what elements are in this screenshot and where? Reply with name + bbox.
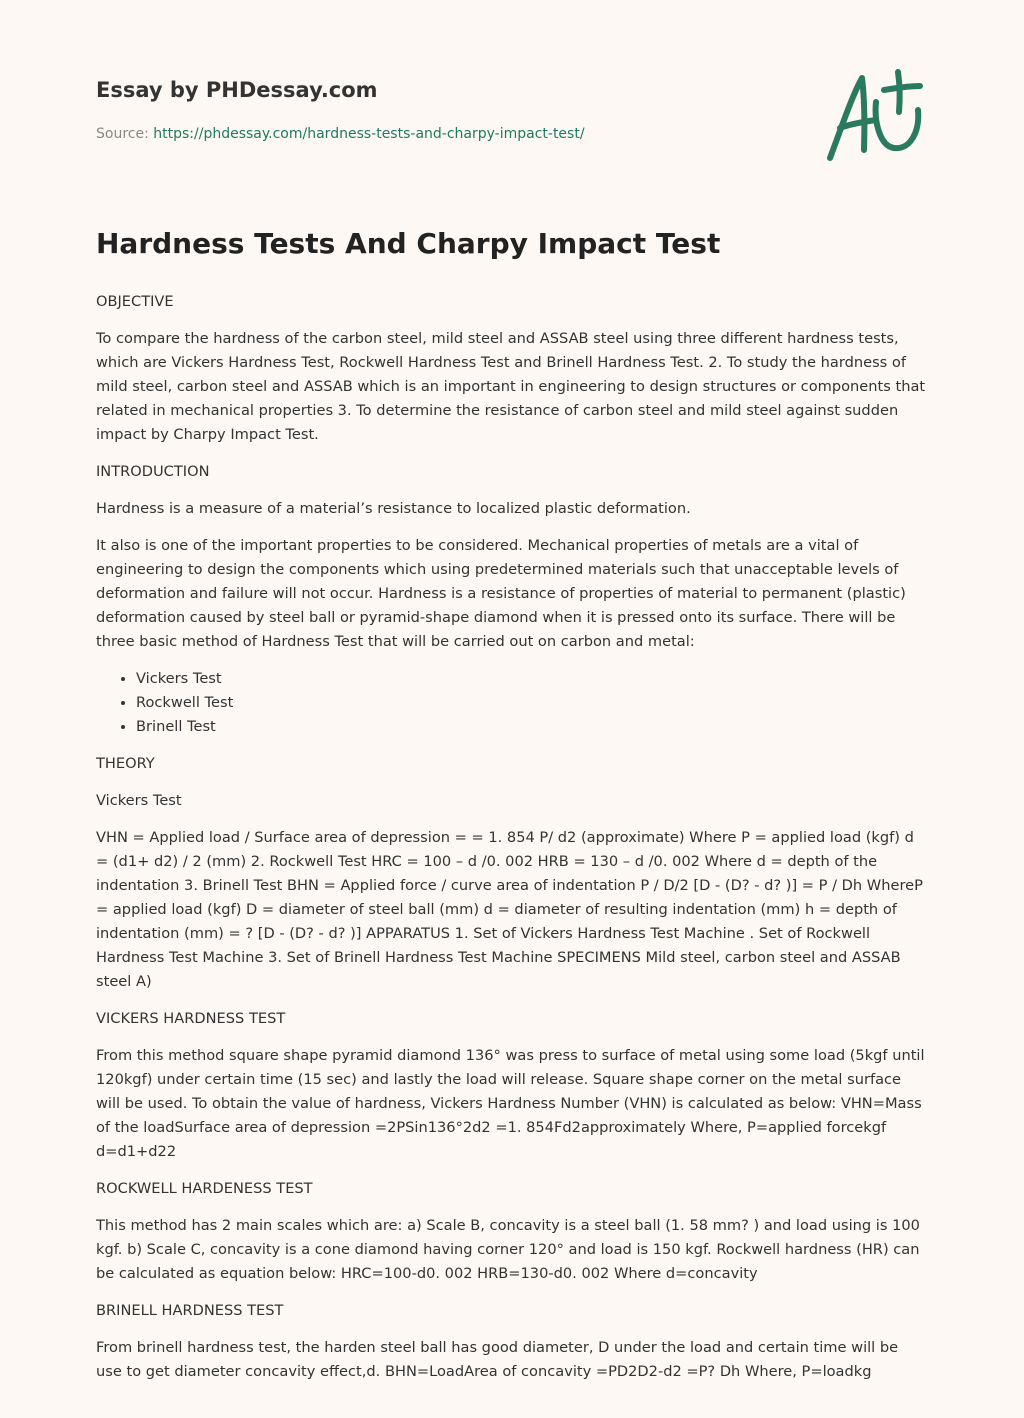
rockwell-heading: ROCKWELL HARDENESS TEST: [96, 1180, 313, 1197]
list-item: • Vickers Test: [136, 667, 928, 691]
objective-paragraph: To compare the hardness of the carbon steel, mild steel and ASSAB steel using three different hardness tests, which are Vickers Hardness Test, Rockwell Hardness Test and Brinell Hardness Test. 2. To study the hardness of mild steel, carbon steel and ASSAB which is an important in engineering to design structures or components that related in mechanical properties 3. To determine the resistance of carbon steel and mild steel against sudden impact by Charpy Impact Test.: [96, 330, 926, 443]
theory-paragraph: VHN = Applied load / Surface area of depression = = 1. 854 P/ d2 (approximate) Where P = applied load (kgf) d = (d1+ d2) / 2 (mm) 2. Rockwell Test HRC = 100 – d /0. 002 HRB = 130 – d /0. 002 Where d = depth of the indentation 3. Brinell Test BHN = Applied force / curve area of indentation P / D/2 [D - (D? - d? )] = P / Dh WhereP = applied load (kgf) D = diameter of steel ball (mm) d = diameter of resulting indentation (mm) h = depth of indentation (mm) = ? [D - (D? - d? )] APPARATUS 1. Set of Vickers Hardness Test Machine . Set of Rockwell Hardness Test Machine 3. Set of Brinell Hardness Test Machine SPECIMENS Mild steel, carbon steel and ASSAB steel A): [96, 829, 923, 990]
vickers-heading: VICKERS HARDNESS TEST: [96, 1010, 286, 1027]
introduction-heading: INTRODUCTION: [96, 463, 210, 480]
site-title: Essay by PHDessay.com: [96, 78, 378, 102]
vickers-paragraph: From this method square shape pyramid diamond 136° was press to surface of metal using some load (5kgf until 120kgf) under certain time (15 sec) and lastly the load will release. Square shape corner on the metal surface will be used. To obtain the value of hardness, Vickers Hardness Number (VHN) is calculated as below: VHN=Mass of the loadSurface area of depression =2PSin136°2d2 =1. 854Fd2approximately Where, P=applied forcekgf d=d1+d22: [96, 1047, 925, 1160]
a-plus-logo: [820, 66, 930, 166]
vickers-subheading: Vickers Test: [96, 792, 182, 809]
hardness-methods-list: [96, 667, 928, 739]
brinell-heading: BRINELL HARDNESS TEST: [96, 1302, 284, 1319]
article-title: Hardness Tests And Charpy Impact Test: [96, 227, 721, 260]
page-header: [96, 74, 796, 144]
source-label: Source:: [96, 126, 149, 142]
introduction-paragraph-1: Hardness is a measure of a material’s resistance to localized plastic deformation.: [96, 500, 691, 517]
article: [96, 222, 928, 1397]
theory-heading: THEORY: [96, 755, 155, 772]
source-line: [96, 124, 796, 144]
rockwell-paragraph: This method has 2 main scales which are: a) Scale B, concavity is a steel ball (1. 58 mm? ) and load using is 100 kgf. b) Scale C, concavity is a cone diamond having corner 120° and load is 150 kgf. Rockwell hardness (HR) can be calculated as equation below: HRC=100-d0. 002 HRB=130-d0. 002 Where d=concavity: [96, 1217, 920, 1282]
introduction-paragraph-2: It also is one of the important properties to be considered. Mechanical properties of metals are a vital of engineering to design the components which using predetermined materials such that unacceptable levels of deformation and failure will not occur. Hardness is a resistance of properties of material to permanent (plastic) deformation caused by steel ball or pyramid-shape diamond when it is pressed onto its surface. There will be three basic method of Hardness Test that will be carried out on carbon and metal:: [96, 537, 906, 650]
a-plus-logo-icon: [820, 66, 930, 166]
objective-heading: OBJECTIVE: [96, 293, 174, 310]
source-link[interactable]: https://phdessay.com/hardness-tests-and-charpy-impact-test/: [153, 126, 585, 142]
list-item: • Brinell Test: [136, 715, 928, 739]
brinell-paragraph: From brinell hardness test, the harden steel ball has good diameter, D under the load and certain time will be use to get diameter concavity effect,d. BHN=LoadArea of concavity =PD2D2-d2 =P? Dh Where, P=loadkg: [96, 1339, 899, 1380]
list-item: • Rockwell Test: [136, 691, 928, 715]
